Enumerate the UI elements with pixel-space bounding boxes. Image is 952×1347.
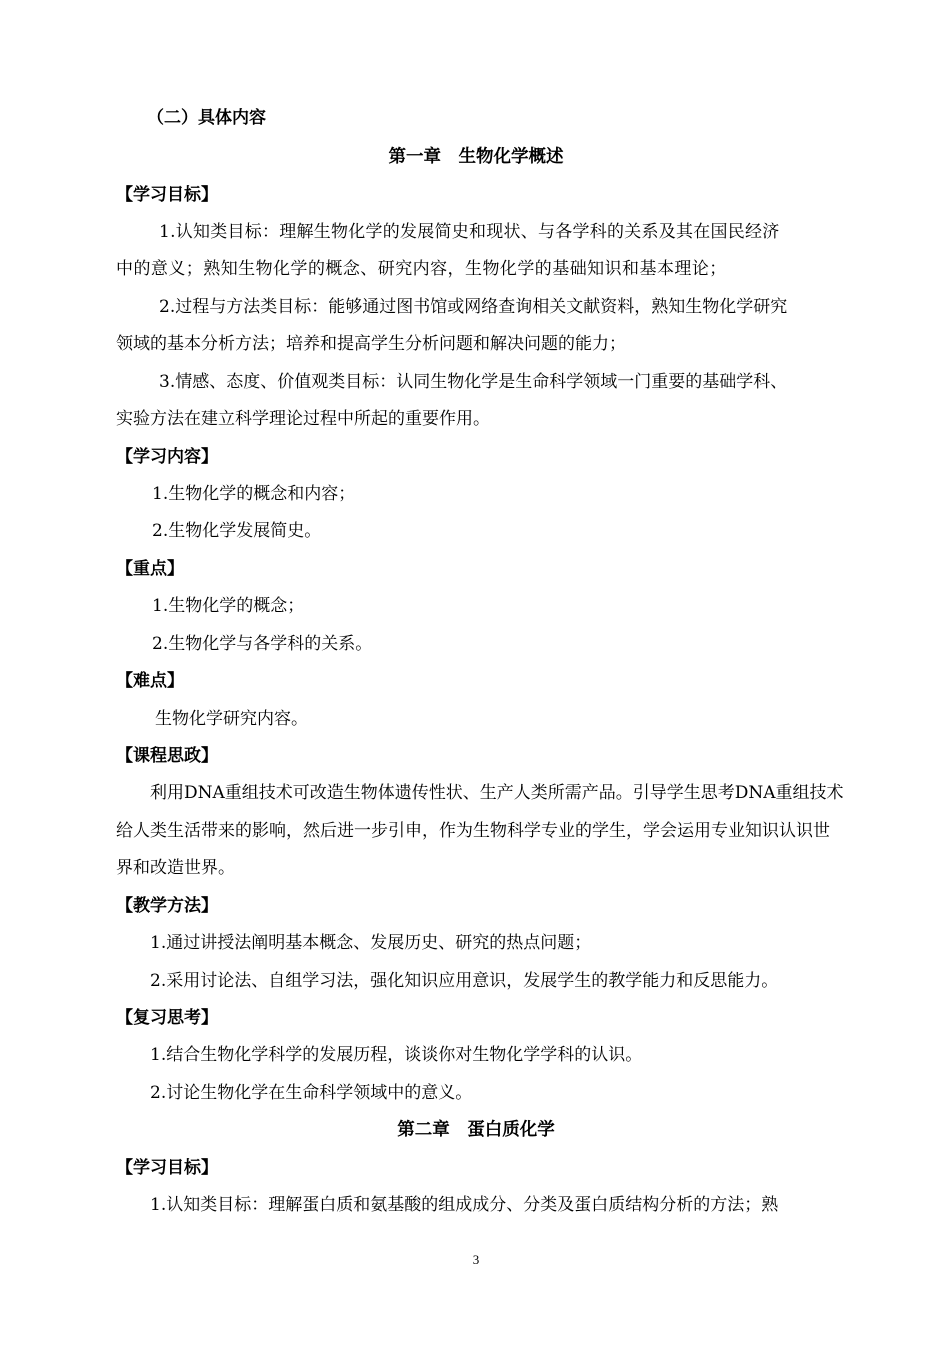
ch1-ideology-line-1: 利用DNA重组技术可改造生物体遗传性状、生产人类所需产品。引导学生思考DNA重组技术 <box>150 783 844 803</box>
ch1-review-item-2: 2.讨论生物化学在生命科学领域中的意义。 <box>150 1083 473 1103</box>
ch1-key-item-2: 2.生物化学与各学科的关系。 <box>152 634 373 654</box>
ch2-goals-label: 【学习目标】 <box>116 1158 218 1178</box>
ch1-ideology-line-2: 给人类生活带来的影响，然后进一步引申，作为生物科学专业的学生，学会运用专业知识认识世 <box>116 821 830 841</box>
ch1-method-label: 【教学方法】 <box>116 896 218 916</box>
ch1-goal-1-line-2: 中的意义；熟知生物化学的概念、研究内容，生物化学的基础知识和基本理论； <box>116 259 727 279</box>
ch1-key-item-1: 1.生物化学的概念； <box>152 596 305 616</box>
ch1-content-item-2: 2.生物化学发展简史。 <box>152 521 322 541</box>
ch1-goal-1-line-1: 1.认知类目标：理解生物化学的发展简史和现状、与各学科的关系及其在国民经济 <box>159 222 780 242</box>
ch1-key-label: 【重点】 <box>116 559 184 579</box>
ch2-goal-1-line-1: 1.认知类目标：理解蛋白质和氨基酸的组成成分、分类及蛋白质结构分析的方法；熟 <box>150 1195 779 1215</box>
chapter-1-title: 第一章 生物化学概述 <box>388 147 564 167</box>
ch1-content-item-1: 1.生物化学的概念和内容； <box>152 484 356 504</box>
ch1-ideology-label: 【课程思政】 <box>116 746 218 766</box>
ch1-review-item-1: 1.结合生物化学科学的发展历程，谈谈你对生物化学学科的认识。 <box>150 1045 643 1065</box>
chapter-2-title: 第二章 蛋白质化学 <box>397 1120 555 1140</box>
ch1-goal-2-line-2: 领域的基本分析方法；培养和提高学生分析问题和解决问题的能力； <box>116 334 626 354</box>
ch1-goals-label: 【学习目标】 <box>116 185 218 205</box>
ch1-method-item-2: 2.采用讨论法、自组学习法，强化知识应用意识，发展学生的教学能力和反思能力。 <box>150 971 779 991</box>
ch1-difficulty-item-1: 生物化学研究内容。 <box>155 709 308 729</box>
ch1-goal-2-line-1: 2.过程与方法类目标：能够通过图书馆或网络查询相关文献资料，熟知生物化学研究 <box>159 297 788 317</box>
ch1-difficulty-label: 【难点】 <box>116 671 184 691</box>
ch1-review-label: 【复习思考】 <box>116 1008 218 1028</box>
ch1-goal-3-line-2: 实验方法在建立科学理论过程中所起的重要作用。 <box>116 409 490 429</box>
ch1-method-item-1: 1.通过讲授法阐明基本概念、发展历史、研究的热点问题； <box>150 933 592 953</box>
page-number: 3 <box>472 1252 480 1267</box>
ch1-ideology-line-3: 界和改造世界。 <box>116 858 235 878</box>
section-title: （二）具体内容 <box>147 108 266 128</box>
ch1-goal-3-line-1: 3.情感、态度、价值观类目标：认同生物化学是生命科学领域一门重要的基础学科、 <box>159 372 788 392</box>
ch1-content-label: 【学习内容】 <box>116 447 218 467</box>
